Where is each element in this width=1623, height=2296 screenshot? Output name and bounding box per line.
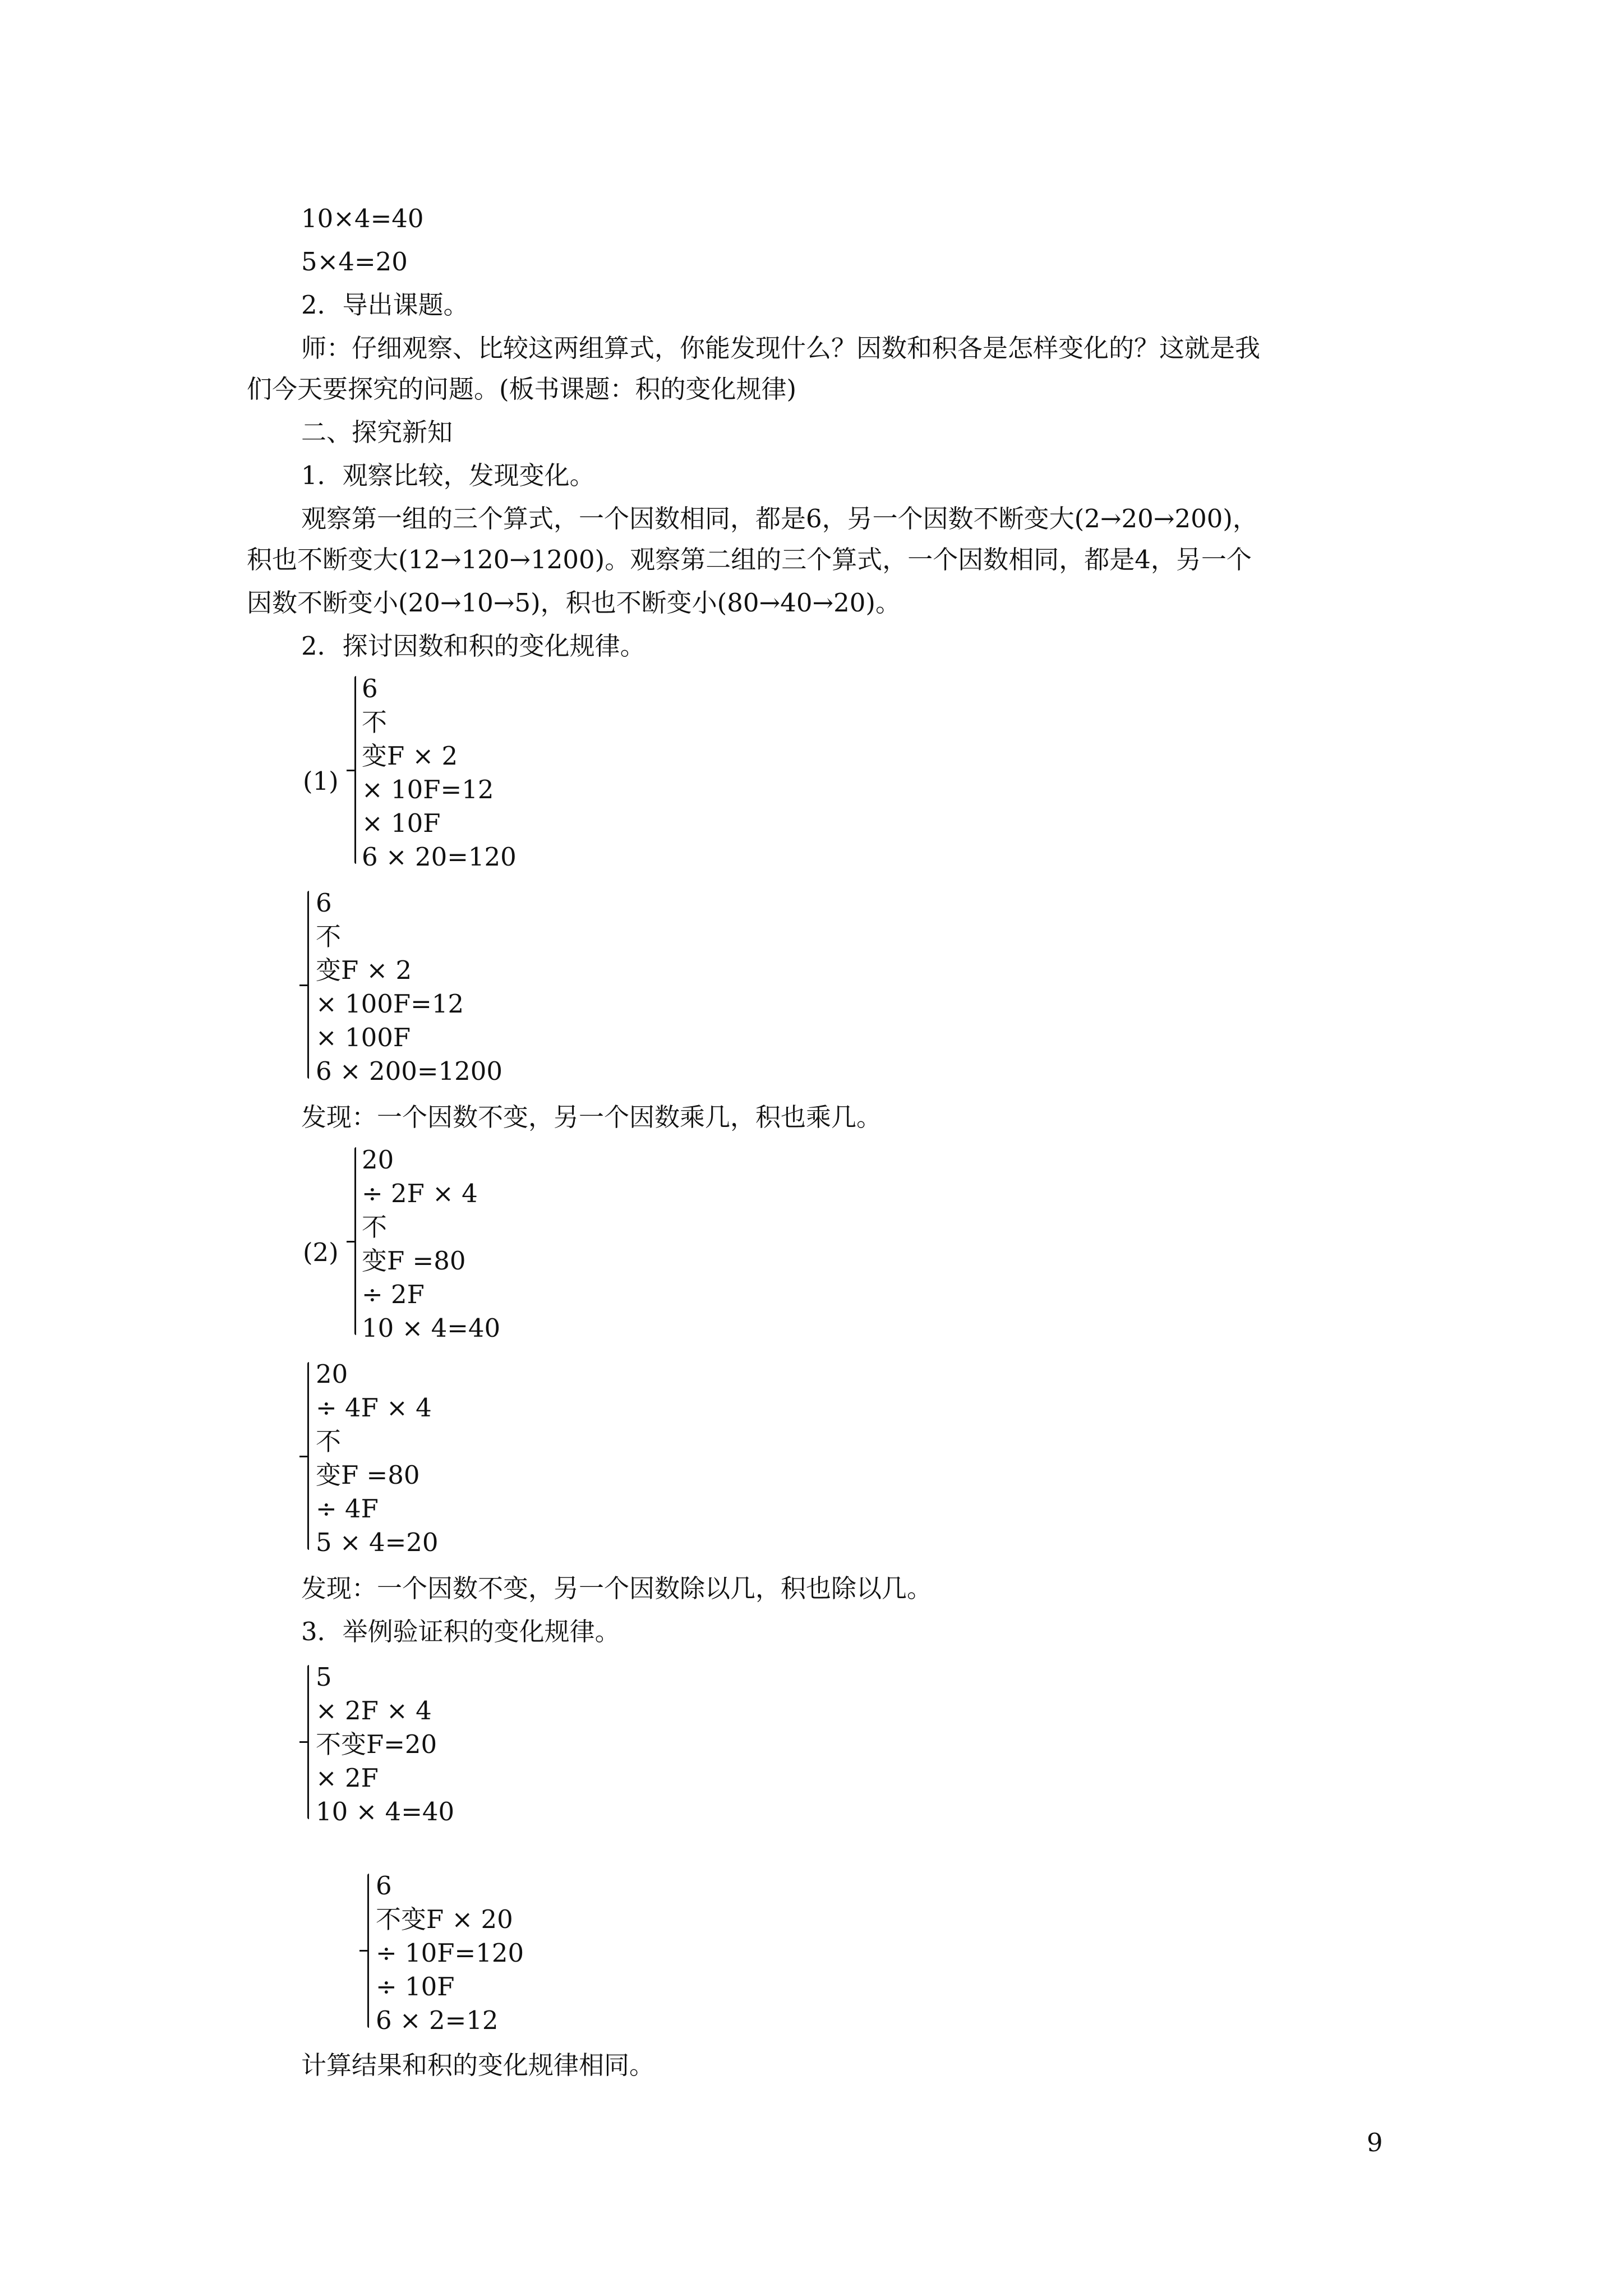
group-1b-line: × 100F <box>316 1023 411 1052</box>
group-2b-line: 5 × 4=20 <box>316 1527 439 1557</box>
intro-equation-1: 10×4=40 <box>301 204 424 233</box>
group-1a-line: 6 × 20=120 <box>362 842 517 872</box>
group-1-label: (1) <box>303 766 339 796</box>
group-1b-line: 6 × 200=1200 <box>316 1056 503 1086</box>
observation-line-1: 观察第一组的三个算式，一个因数相同，都是6，另一个因数不断变大(2→20→200)， <box>301 504 1258 533</box>
step-2-title: 2．探讨因数和积的变化规律。 <box>301 631 645 661</box>
group-2b-line: ÷ 4F × 4 <box>316 1393 432 1423</box>
example-1-line: × 2F × 4 <box>316 1696 432 1726</box>
example-1-brace <box>307 1665 309 1819</box>
group-1b-brace-tick <box>299 984 307 986</box>
group-2b-brace-tick <box>299 1456 307 1457</box>
group-2a-brace <box>354 1147 356 1335</box>
example-1-line: 5 <box>316 1662 332 1692</box>
group-2a-line: ÷ 2F × 4 <box>362 1179 478 1208</box>
observation-line-2: 积也不断变大(12→120→1200)。观察第二组的三个算式，一个因数相同，都是4，另一个 <box>247 545 1252 574</box>
group-2a-line: ÷ 2F <box>362 1280 425 1309</box>
group-1b-line: × 100F=12 <box>316 989 464 1019</box>
example-1-line: 10 × 4=40 <box>316 1797 455 1826</box>
example-1-line: × 2F <box>316 1763 379 1793</box>
group-1a-brace-tick <box>347 770 354 771</box>
example-2-line: ÷ 10F=120 <box>376 1938 524 1968</box>
group-2a-line: 10 × 4=40 <box>362 1313 501 1343</box>
section-title-lead-in: 2．导出课题。 <box>301 290 469 320</box>
example-2-line: ÷ 10F <box>376 1972 455 2001</box>
part-heading: 二、探究新知 <box>301 417 453 447</box>
teacher-paragraph-line-1: 师：仔细观察、比较这两组算式，你能发现什么？因数和积各是怎样变化的？这就是我 <box>301 333 1261 363</box>
group-1a-brace <box>354 676 356 864</box>
group-1b-line: 6 <box>316 888 332 918</box>
example-2-line: 6 <box>376 1871 392 1901</box>
group-1b-line: 不 <box>316 922 342 951</box>
group-2a-line: 20 <box>362 1145 394 1175</box>
page-number: 9 <box>1367 2128 1383 2157</box>
finding-1: 发现：一个因数不变，另一个因数乘几，积也乘几。 <box>301 1102 882 1132</box>
teacher-paragraph-line-2: 们今天要探究的问题。(板书课题：积的变化规律) <box>247 374 797 404</box>
group-1b-line: 变F × 2 <box>316 955 412 985</box>
group-1b-brace <box>307 891 309 1079</box>
observation-line-3: 因数不断变小(20→10→5)，积也不断变小(80→40→20)。 <box>247 588 901 618</box>
intro-equation-2: 5×4=20 <box>301 247 408 277</box>
example-2-line: 不变F × 20 <box>376 1904 513 1934</box>
group-1a-line: 变F × 2 <box>362 741 458 771</box>
step-3-title: 3．举例验证积的变化规律。 <box>301 1617 620 1646</box>
example-1-brace-tick <box>299 1741 307 1743</box>
group-2b-line: 不 <box>316 1427 342 1456</box>
group-1a-line: × 10F <box>362 808 441 838</box>
group-2a-line: 变F =80 <box>362 1246 466 1276</box>
group-1a-line: 6 <box>362 674 378 703</box>
example-2-brace <box>367 1874 369 2028</box>
group-2a-line: 不 <box>362 1212 388 1242</box>
conclusion: 计算结果和积的变化规律相同。 <box>301 2050 655 2080</box>
example-2-line: 6 × 2=12 <box>376 2005 499 2035</box>
group-1a-line: 不 <box>362 707 388 737</box>
group-2-label: (2) <box>303 1237 339 1267</box>
finding-2: 发现：一个因数不变，另一个因数除以几，积也除以几。 <box>301 1573 933 1603</box>
group-2b-line: 变F =80 <box>316 1460 420 1490</box>
group-2b-line: 20 <box>316 1359 348 1389</box>
group-2b-line: ÷ 4F <box>316 1494 379 1524</box>
step-1-title: 1．观察比较，发现变化。 <box>301 461 595 490</box>
group-2a-brace-tick <box>347 1241 354 1243</box>
example-2-brace-tick <box>359 1950 367 1952</box>
group-1a-line: × 10F=12 <box>362 775 494 804</box>
example-1-line: 不变F=20 <box>316 1729 437 1759</box>
group-2b-brace <box>307 1362 309 1550</box>
